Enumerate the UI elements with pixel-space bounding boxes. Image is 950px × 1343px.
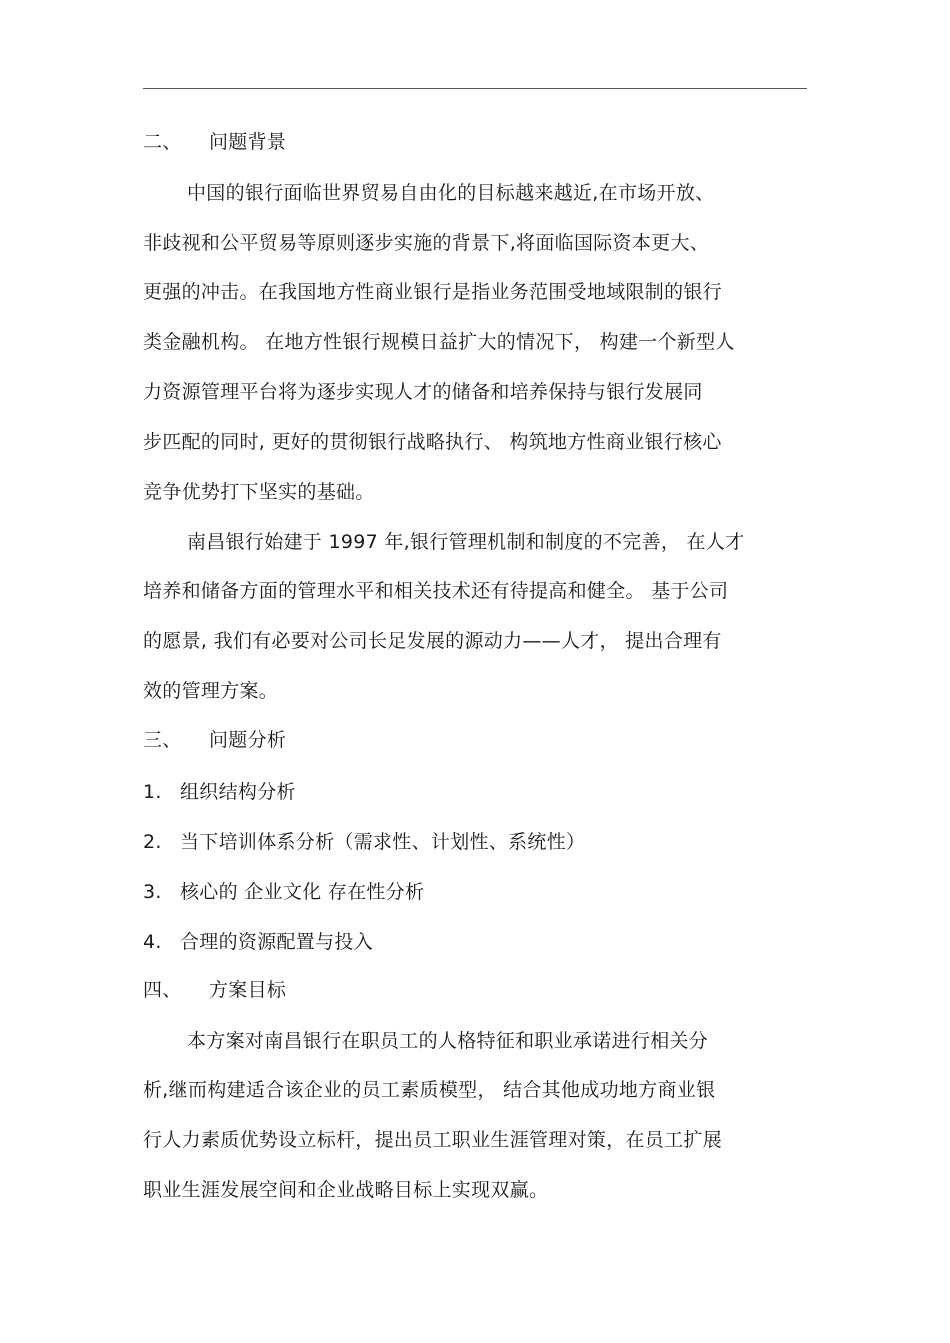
list-item [143,779,296,805]
paragraph-line: 的愿景, 我们有必要对公司长足发展的源动力——人才， 提出合理有 [143,630,722,652]
list-item [143,879,424,905]
section-title: 方案目标 [209,979,287,1001]
list-item-number: 1. [143,781,162,803]
section-heading-background [143,129,286,155]
list-item [143,829,585,855]
list-item-number: 2. [143,831,162,853]
list-item-text: 核心的 企业文化 存在性分析 [180,881,425,903]
paragraph-line: 类金融机构。 在地方性银行规模日益扩大的情况下， 构建一个新型人 [143,331,735,353]
section-heading-analysis [143,727,286,753]
section-number: 二、 [143,131,182,153]
paragraph-line: 非歧视和公平贸易等原则逐步实施的背景下,将面临国际资本更大、 [143,232,710,254]
paragraph-line: 本方案对南昌银行在职员工的人格特征和职业承诺进行相关分 [187,1030,709,1052]
list-item-text: 当下培训体系分析（需求性、计划性、系统性） [180,831,586,853]
list-item [143,929,373,955]
section-title: 问题分析 [209,729,287,751]
paragraph-line: 南昌银行始建于 1997 年,银行管理机制和制度的不完善， 在人才 [187,531,745,553]
section-number: 四、 [143,979,182,1001]
list-item-text: 合理的资源配置与投入 [180,931,374,953]
paragraph-line: 竞争优势打下坚实的基础。 [143,481,375,503]
section-title: 问题背景 [209,131,287,153]
header-rule [143,88,807,89]
paragraph-line: 析,继而构建适合该企业的员工素质模型， 结合其他成功地方商业银 [143,1079,716,1101]
paragraph-line: 力资源管理平台将为逐步实现人才的储备和培养保持与银行发展同 [143,381,703,403]
list-item-text: 组织结构分析 [180,781,296,803]
paragraph-line: 行人力素质优势设立标杆，提出员工职业生涯管理对策，在员工扩展 [143,1129,723,1151]
paragraph-line: 步匹配的同时, 更好的贯彻银行战略执行、 构筑地方性商业银行核心 [143,431,722,453]
list-item-number: 4. [143,931,162,953]
paragraph-line: 更强的冲击。在我国地方性商业银行是指业务范围受地域限制的银行 [143,281,723,303]
paragraph-line: 中国的银行面临世界贸易自由化的目标越来越近,在市场开放、 [187,182,715,204]
paragraph-line: 效的管理方案。 [143,680,279,702]
section-heading-goals [143,977,286,1003]
paragraph-line: 职业生涯发展空间和企业战略目标上实现双赢。 [143,1179,549,1201]
paragraph-line: 培养和储备方面的管理水平和相关技术还有待提高和健全。 基于公司 [143,580,729,602]
section-number: 三、 [143,729,182,751]
list-item-number: 3. [143,881,162,903]
